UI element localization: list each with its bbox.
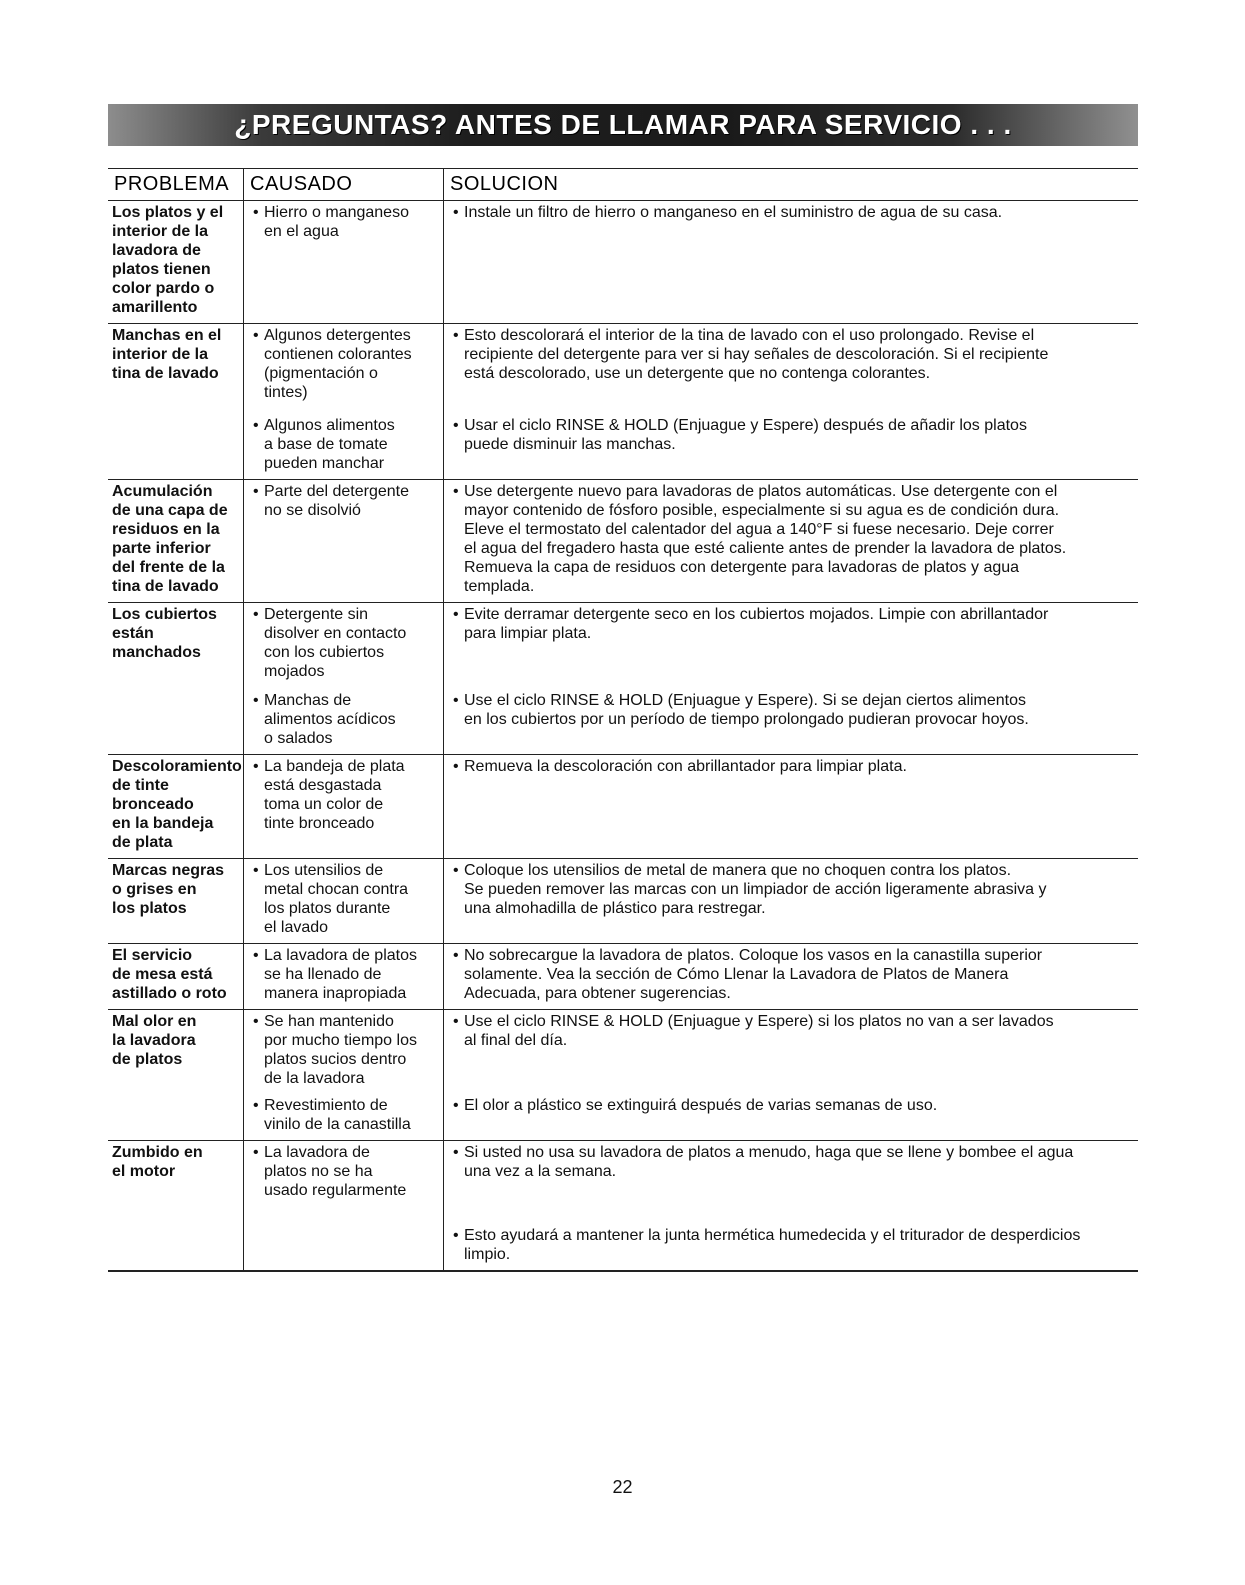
header-causado: CAUSADO (243, 169, 443, 200)
table-row (108, 1010, 1138, 1141)
table-row (108, 859, 1138, 944)
table-header (108, 169, 1138, 201)
cause-cell (243, 755, 443, 858)
solution-item: • No sobrecargue la lavadora de platos. Coloque los vasos en la canastilla superior solamente. Vea la sección de Cómo Llenar la Lavadora de Platos de Manera Adecuada, para obtener sugerencias. (450, 946, 1138, 1003)
problem-cell: Manchas en el interior de la tina de lavado (112, 327, 222, 382)
cause-cell (243, 944, 443, 1009)
page-number: 22 (612, 1477, 633, 1497)
solution-item: • Coloque los utensilios de metal de manera que no choquen contra los platos. Se pueden remover las marcas con un limpiador de acción ligeramente abrasiva y una almohadilla de plástico para restregar. (450, 861, 1138, 918)
solution-item: • Si usted no usa su lavadora de platos a menudo, haga que se llene y bombee el agua una vez a la semana. (450, 1143, 1138, 1181)
solution-item: • Usar el ciclo RINSE & HOLD (Enjuague y Espere) después de añadir los platos puede disminuir las manchas. (450, 416, 1138, 454)
solution-cell (443, 755, 1138, 858)
cause-item: • La bandeja de plata está desgastada toma un color de tinte bronceado (250, 757, 443, 833)
cause-item: • Los utensilios de metal chocan contra los platos durante el lavado (250, 861, 443, 937)
solution-item: • Esto descolorará el interior de la tina de lavado con el uso prolongado. Revise el recipiente del detergente para ver si hay señales de descoloración. Si el recipiente está descolorado, use un detergente que no contenga colorantes. (450, 326, 1138, 383)
cause-cell (243, 603, 443, 754)
problem-cell: Los cubiertos están manchados (112, 606, 217, 661)
title-banner (108, 104, 1138, 146)
solution-cell (443, 480, 1138, 602)
cause-item: • Manchas de alimentos acídicos o salados (250, 691, 443, 748)
table-row (108, 944, 1138, 1010)
cause-item: • Parte del detergente no se disolvió (250, 482, 443, 520)
troubleshooting-table (108, 168, 1138, 1272)
cause-cell (243, 201, 443, 323)
problem-cell: Los platos y el interior de la lavadora de platos tienen color pardo o amarillento (112, 204, 224, 316)
solution-cell (443, 201, 1138, 323)
solution-item: • Use el ciclo RINSE & HOLD (Enjuague y Espere). Si se dejan ciertos alimentos en los cubiertos por un período de tiempo prolongado pudieran provocar hoyos. (450, 691, 1138, 729)
page-title: ¿PREGUNTAS? ANTES DE LLAMAR PARA SERVICIO . . . (234, 109, 1012, 140)
cause-cell (243, 324, 443, 479)
cause-item: • Detergente sin disolver en contacto con los cubiertos mojados (250, 605, 443, 681)
table-row (108, 324, 1138, 480)
solution-item: • Remueva la descoloración con abrillantador para limpiar plata. (450, 757, 1138, 776)
cause-cell (243, 480, 443, 602)
problem-cell: Acumulación de una capa de residuos en la parte inferior del frente de la tina de lavado (112, 483, 228, 595)
cause-cell (243, 859, 443, 943)
cause-item: • Revestimiento de vinilo de la canastilla (250, 1096, 443, 1134)
solution-item: • Use el ciclo RINSE & HOLD (Enjuague y Espere) si los platos no van a ser lavados al final del día. (450, 1012, 1138, 1050)
solution-item: • Instale un filtro de hierro o manganeso en el suministro de agua de su casa. (450, 203, 1138, 222)
cause-item: • Algunos alimentos a base de tomate pueden manchar (250, 416, 443, 473)
problem-cell: Marcas negras o grises en los platos (112, 862, 225, 917)
problem-cell: El servicio de mesa está astillado o roto (112, 947, 227, 1002)
problem-cell: Mal olor en la lavadora de platos (112, 1013, 197, 1068)
solution-cell (443, 1010, 1138, 1140)
header-solucion: SOLUCION (443, 169, 1138, 200)
header-problema: PROBLEMA (114, 173, 230, 195)
cause-item: • Hierro o manganeso en el agua (250, 203, 443, 241)
cause-item: • Se han mantenido por mucho tiempo los platos sucios dentro de la lavadora (250, 1012, 443, 1088)
solution-item: • El olor a plástico se extinguirá después de varias semanas de uso. (450, 1096, 1138, 1115)
solution-cell (443, 603, 1138, 754)
solution-item: • Esto ayudará a mantener la junta hermética humedecida y el triturador de desperdicios limpio. (450, 1226, 1138, 1264)
cause-item: • La lavadora de platos no se ha usado regularmente (250, 1143, 443, 1200)
table-row (108, 1141, 1138, 1270)
cause-item: • Algunos detergentes contienen colorantes (pigmentación o tintes) (250, 326, 443, 402)
table-row (108, 201, 1138, 324)
cause-item: • La lavadora de platos se ha llenado de manera inapropiada (250, 946, 443, 1003)
table-row (108, 755, 1138, 859)
solution-item: • Evite derramar detergente seco en los cubiertos mojados. Limpie con abrillantador para limpiar plata. (450, 605, 1138, 643)
solution-cell (443, 859, 1138, 943)
table-row (108, 603, 1138, 755)
problem-cell: Descoloramiento de tinte bronceado en la bandeja de plata (112, 758, 242, 851)
solution-item: • Use detergente nuevo para lavadoras de platos automáticas. Use detergente con el mayor contenido de fósforo posible, especialmente si su agua es de condición dura. Eleve el termostato del calentador del agua a 140°F si fuese necesario. Deje correr el agua del fregadero hasta que esté caliente antes de prender la lavadora de platos. Remueva la capa de residuos con detergente para lavadoras de platos y agua templada. (450, 482, 1138, 596)
problem-cell: Zumbido en el motor (112, 1144, 203, 1180)
cause-cell (243, 1141, 443, 1270)
cause-cell (243, 1010, 443, 1140)
solution-cell (443, 324, 1138, 479)
table-body (108, 201, 1138, 1270)
table-row (108, 480, 1138, 603)
solution-cell (443, 1141, 1138, 1270)
solution-cell (443, 944, 1138, 1009)
